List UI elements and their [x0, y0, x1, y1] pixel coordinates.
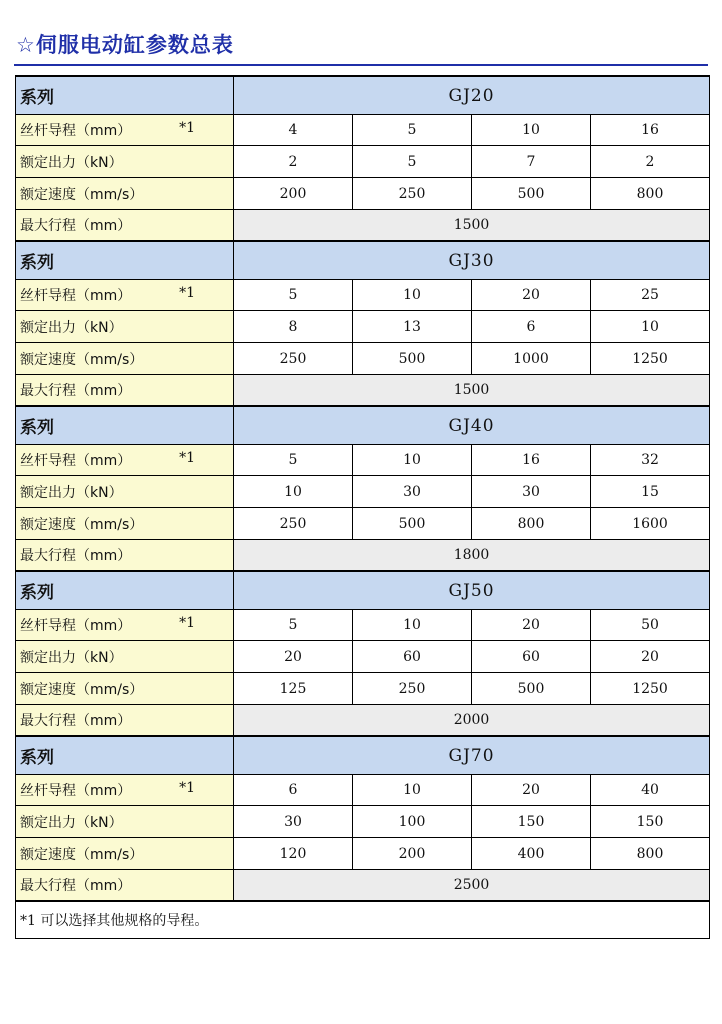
force-value: 30 — [234, 806, 353, 838]
speed-value: 250 — [234, 343, 353, 375]
footnote-mark: *1 — [179, 120, 195, 136]
speed-value: 125 — [234, 673, 353, 705]
speed-row — [16, 508, 710, 540]
force-value: 2 — [591, 146, 710, 178]
force-label: 额定出力（kN） — [16, 476, 234, 508]
stroke-row — [16, 375, 710, 407]
lead-label — [16, 445, 234, 476]
lead-value: 10 — [353, 445, 472, 476]
force-value: 60 — [353, 641, 472, 673]
force-value: 2 — [234, 146, 353, 178]
force-value: 30 — [353, 476, 472, 508]
series-header-row — [16, 406, 710, 445]
lead-label — [16, 775, 234, 806]
page-title: ☆伺服电动缸参数总表 — [16, 33, 234, 57]
series-label: 系列 — [16, 241, 234, 280]
lead-value: 50 — [591, 610, 710, 641]
speed-value: 500 — [353, 343, 472, 375]
force-value: 15 — [591, 476, 710, 508]
series-header-row — [16, 571, 710, 610]
footnote-mark: *1 — [179, 450, 195, 466]
force-row — [16, 146, 710, 178]
stroke-row — [16, 210, 710, 242]
stroke-row — [16, 705, 710, 737]
lead-label-text: 丝杆导程（mm） — [20, 618, 132, 634]
series-header-row — [16, 736, 710, 775]
force-value: 5 — [353, 146, 472, 178]
series-label: 系列 — [16, 736, 234, 775]
stroke-row — [16, 540, 710, 572]
series-header-row — [16, 76, 710, 115]
speed-value: 120 — [234, 838, 353, 870]
speed-value: 1600 — [591, 508, 710, 540]
speed-label: 额定速度（mm/s） — [16, 673, 234, 705]
speed-value: 500 — [472, 673, 591, 705]
lead-value: 16 — [591, 115, 710, 146]
force-value: 60 — [472, 641, 591, 673]
force-value: 10 — [591, 311, 710, 343]
stroke-label: 最大行程（mm） — [16, 210, 234, 242]
lead-label-text: 丝杆导程（mm） — [20, 453, 132, 469]
footnote-cell — [16, 901, 710, 939]
force-value: 10 — [234, 476, 353, 508]
stroke-value: 1800 — [234, 540, 710, 572]
speed-label: 额定速度（mm/s） — [16, 343, 234, 375]
speed-value: 800 — [591, 838, 710, 870]
lead-row — [16, 445, 710, 476]
footnote-mark: *1 — [179, 285, 195, 301]
lead-value: 10 — [353, 280, 472, 311]
lead-value: 4 — [234, 115, 353, 146]
footnote-mark: *1 — [20, 913, 36, 929]
speed-row — [16, 838, 710, 870]
series-label: 系列 — [16, 571, 234, 610]
force-value: 100 — [353, 806, 472, 838]
stroke-row — [16, 870, 710, 902]
lead-value: 25 — [591, 280, 710, 311]
speed-value: 1250 — [591, 673, 710, 705]
speed-label: 额定速度（mm/s） — [16, 178, 234, 210]
lead-value: 10 — [353, 610, 472, 641]
footnote-row — [16, 901, 710, 939]
lead-value: 16 — [472, 445, 591, 476]
lead-label — [16, 115, 234, 146]
title-underline — [14, 64, 708, 66]
force-value: 30 — [472, 476, 591, 508]
force-row — [16, 806, 710, 838]
force-value: 20 — [591, 641, 710, 673]
speed-label: 额定速度（mm/s） — [16, 508, 234, 540]
lead-value: 10 — [472, 115, 591, 146]
stroke-label: 最大行程（mm） — [16, 540, 234, 572]
lead-row — [16, 610, 710, 641]
speed-value: 200 — [353, 838, 472, 870]
stroke-label: 最大行程（mm） — [16, 375, 234, 407]
lead-value: 40 — [591, 775, 710, 806]
lead-label-text: 丝杆导程（mm） — [20, 783, 132, 799]
stroke-value: 1500 — [234, 375, 710, 407]
force-label: 额定出力（kN） — [16, 641, 234, 673]
series-label: 系列 — [16, 76, 234, 115]
lead-row — [16, 280, 710, 311]
stroke-value: 1500 — [234, 210, 710, 242]
force-value: 150 — [472, 806, 591, 838]
lead-label — [16, 610, 234, 641]
speed-value: 500 — [472, 178, 591, 210]
speed-value: 800 — [591, 178, 710, 210]
stroke-label: 最大行程（mm） — [16, 870, 234, 902]
speed-row — [16, 673, 710, 705]
lead-value: 20 — [472, 610, 591, 641]
lead-value: 20 — [472, 775, 591, 806]
parameter-table-body — [16, 76, 710, 939]
lead-value: 5 — [234, 610, 353, 641]
force-label: 额定出力（kN） — [16, 806, 234, 838]
speed-label: 额定速度（mm/s） — [16, 838, 234, 870]
speed-value: 200 — [234, 178, 353, 210]
lead-label-text: 丝杆导程（mm） — [20, 123, 132, 139]
force-value: 13 — [353, 311, 472, 343]
speed-value: 800 — [472, 508, 591, 540]
speed-value: 250 — [234, 508, 353, 540]
series-label: 系列 — [16, 406, 234, 445]
series-name: GJ20 — [234, 76, 710, 115]
speed-row — [16, 343, 710, 375]
speed-row — [16, 178, 710, 210]
force-value: 8 — [234, 311, 353, 343]
stroke-value: 2500 — [234, 870, 710, 902]
speed-value: 1250 — [591, 343, 710, 375]
lead-row — [16, 115, 710, 146]
force-row — [16, 476, 710, 508]
lead-value: 5 — [353, 115, 472, 146]
lead-value: 32 — [591, 445, 710, 476]
series-name: GJ50 — [234, 571, 710, 610]
lead-value: 10 — [353, 775, 472, 806]
force-row — [16, 311, 710, 343]
force-label: 额定出力（kN） — [16, 146, 234, 178]
speed-value: 400 — [472, 838, 591, 870]
speed-value: 500 — [353, 508, 472, 540]
speed-value: 250 — [353, 178, 472, 210]
lead-label-text: 丝杆导程（mm） — [20, 288, 132, 304]
lead-value: 6 — [234, 775, 353, 806]
force-value: 6 — [472, 311, 591, 343]
series-name: GJ30 — [234, 241, 710, 280]
footnote-text: 可以选择其他规格的导程。 — [40, 913, 209, 929]
lead-value: 5 — [234, 445, 353, 476]
lead-row — [16, 775, 710, 806]
speed-value: 1000 — [472, 343, 591, 375]
series-name: GJ40 — [234, 406, 710, 445]
force-value: 150 — [591, 806, 710, 838]
lead-value: 5 — [234, 280, 353, 311]
lead-value: 20 — [472, 280, 591, 311]
series-header-row — [16, 241, 710, 280]
force-value: 20 — [234, 641, 353, 673]
series-name: GJ70 — [234, 736, 710, 775]
stroke-value: 2000 — [234, 705, 710, 737]
force-value: 7 — [472, 146, 591, 178]
footnote-mark: *1 — [179, 615, 195, 631]
stroke-label: 最大行程（mm） — [16, 705, 234, 737]
parameter-table — [15, 75, 710, 939]
force-label: 额定出力（kN） — [16, 311, 234, 343]
lead-label — [16, 280, 234, 311]
speed-value: 250 — [353, 673, 472, 705]
footnote-mark: *1 — [179, 780, 195, 796]
force-row — [16, 641, 710, 673]
